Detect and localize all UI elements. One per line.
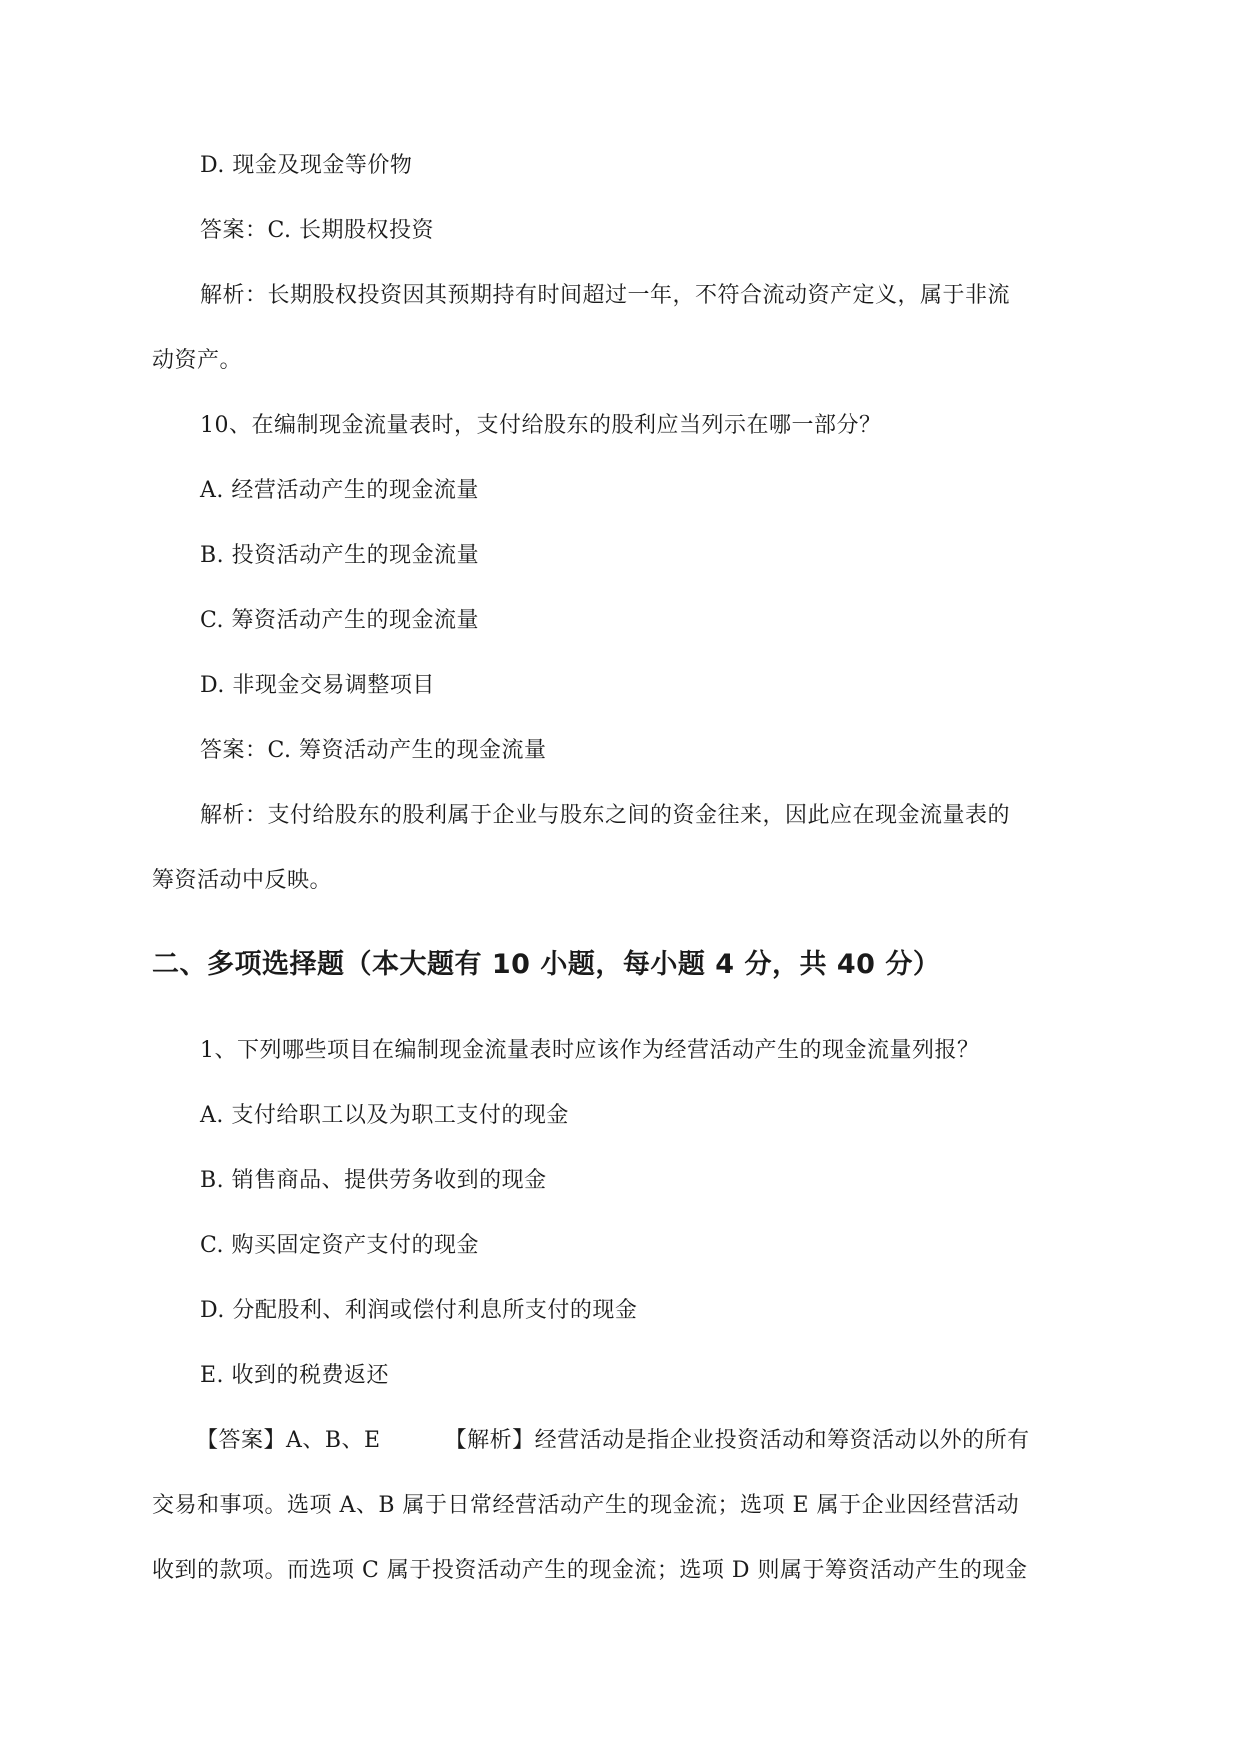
s2-q1-explanation-start: 【解析】经营活动是指企业投资活动和筹资活动以外的所有 [444, 1428, 1030, 1453]
q10-option-c: C. 筹资活动产生的现金流量 [200, 608, 480, 633]
s2-q1-option-e: E. 收到的税费返还 [200, 1363, 390, 1388]
s2-q1-question: 1、下列哪些项目在编制现金流量表时应该作为经营活动产生的现金流量列报？ [200, 1038, 980, 1063]
s2-q1-option-b: B. 销售商品、提供劳务收到的现金 [200, 1168, 547, 1193]
q10-question: 10、在编制现金流量表时，支付给股东的股利应当列示在哪一部分？ [200, 413, 882, 438]
q10-option-a: A. 经营活动产生的现金流量 [200, 478, 479, 503]
q9-explanation-line2: 动资产。 [152, 348, 243, 373]
s2-q1-answer-explanation-line1 [196, 1426, 1030, 1456]
s2-q1-option-d: D. 分配股利、利润或偿付利息所支付的现金 [200, 1298, 638, 1323]
q9-answer: 答案：C. 长期股权投资 [200, 218, 435, 243]
s2-q1-explanation-line2: 交易和事项。选项 A、B 属于日常经营活动产生的现金流；选项 E 属于企业因经营活动 [152, 1493, 1020, 1518]
q10-explanation-line2: 筹资活动中反映。 [152, 868, 333, 893]
q10-answer: 答案：C. 筹资活动产生的现金流量 [200, 738, 547, 763]
q10-explanation-line1: 解析：支付给股东的股利属于企业与股东之间的资金往来，因此应在现金流量表的 [200, 803, 1011, 828]
s2-q1-answer: 【答案】A、B、E [196, 1428, 381, 1453]
s2-q1-explanation-line3: 收到的款项。而选项 C 属于投资活动产生的现金流；选项 D 则属于筹资活动产生的现金 [152, 1558, 1028, 1583]
section-heading: 二、多项选择题（本大题有 10 小题，每小题 4 分，共 40 分） [152, 949, 941, 980]
s2-q1-option-a: A. 支付给职工以及为职工支付的现金 [200, 1103, 569, 1128]
s2-q1-option-c: C. 购买固定资产支付的现金 [200, 1233, 480, 1258]
q9-explanation-line1: 解析：长期股权投资因其预期持有时间超过一年，不符合流动资产定义，属于非流 [200, 283, 1011, 308]
q10-option-d: D. 非现金交易调整项目 [200, 673, 435, 698]
q10-option-b: B. 投资活动产生的现金流量 [200, 543, 480, 568]
q9-option-d: D. 现金及现金等价物 [200, 153, 413, 178]
